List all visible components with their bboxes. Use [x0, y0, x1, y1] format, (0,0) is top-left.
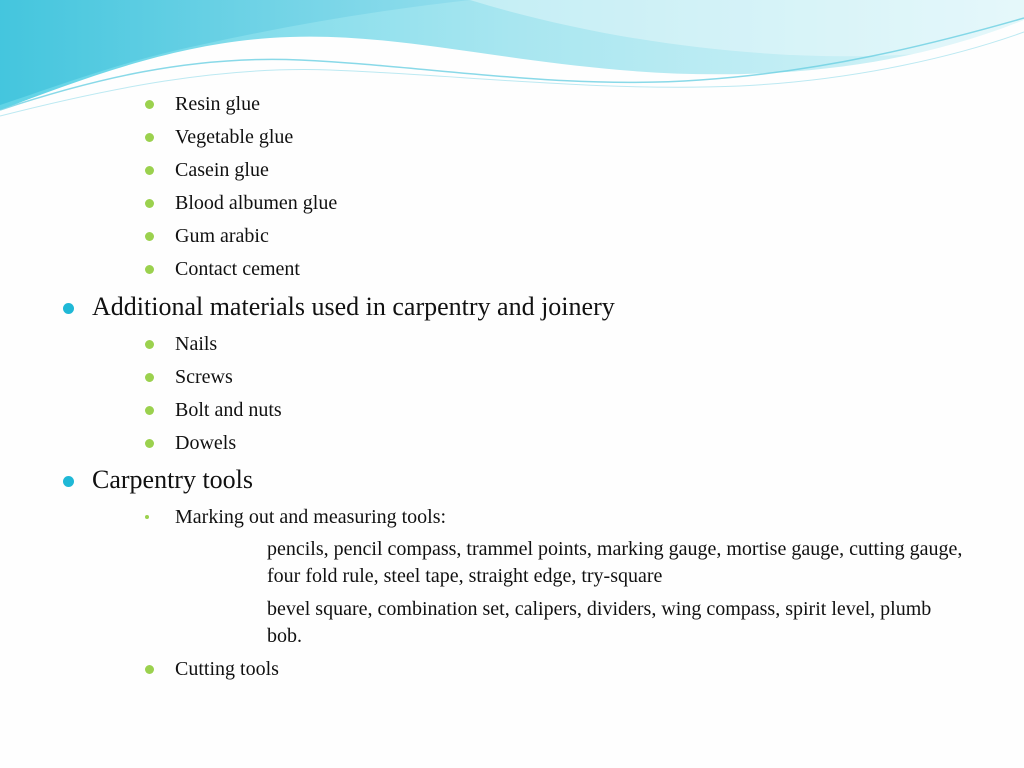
slide-body: Resin glue Vegetable glue Casein glue Blood albumen glue Gum arabic Contact cement Additional materials used in carpentry and joinery Nails Screws Bolt and nuts Dowels Carpentry tools Marking out and measuring tools: pencils, pencil compass, trammel points, marking gauge, mortise gauge, cutting gauge, four fold rule, steel tape, straight edge, try-square bevel square, combination set, calipers, dividers, wing compass, spirit level, plumb bob. Cutting tools — [0, 0, 1024, 768]
bullet-icon — [145, 265, 154, 274]
bullet-icon — [145, 373, 154, 382]
bullet-icon — [145, 515, 149, 519]
bullet-icon — [145, 340, 154, 349]
bullet-icon — [145, 100, 154, 109]
bullet-icon — [145, 406, 154, 415]
bullet-icon — [145, 199, 154, 208]
bullet-icon — [145, 665, 154, 674]
bullet-icon — [145, 439, 154, 448]
bullet-icon — [145, 166, 154, 175]
bullet-icon — [63, 476, 74, 487]
marking-tools-paragraph-2: bevel square, combination set, calipers, dividers, wing compass, spirit level, plumb bob. — [267, 598, 932, 647]
bullet-icon — [63, 303, 74, 314]
marking-tools-paragraph-1: pencils, pencil compass, trammel points, marking gauge, mortise gauge, cutting gauge, four fold rule, steel tape, straight edge, try-square — [267, 538, 963, 587]
bullet-icon — [145, 133, 154, 142]
bullet-icon — [145, 232, 154, 241]
